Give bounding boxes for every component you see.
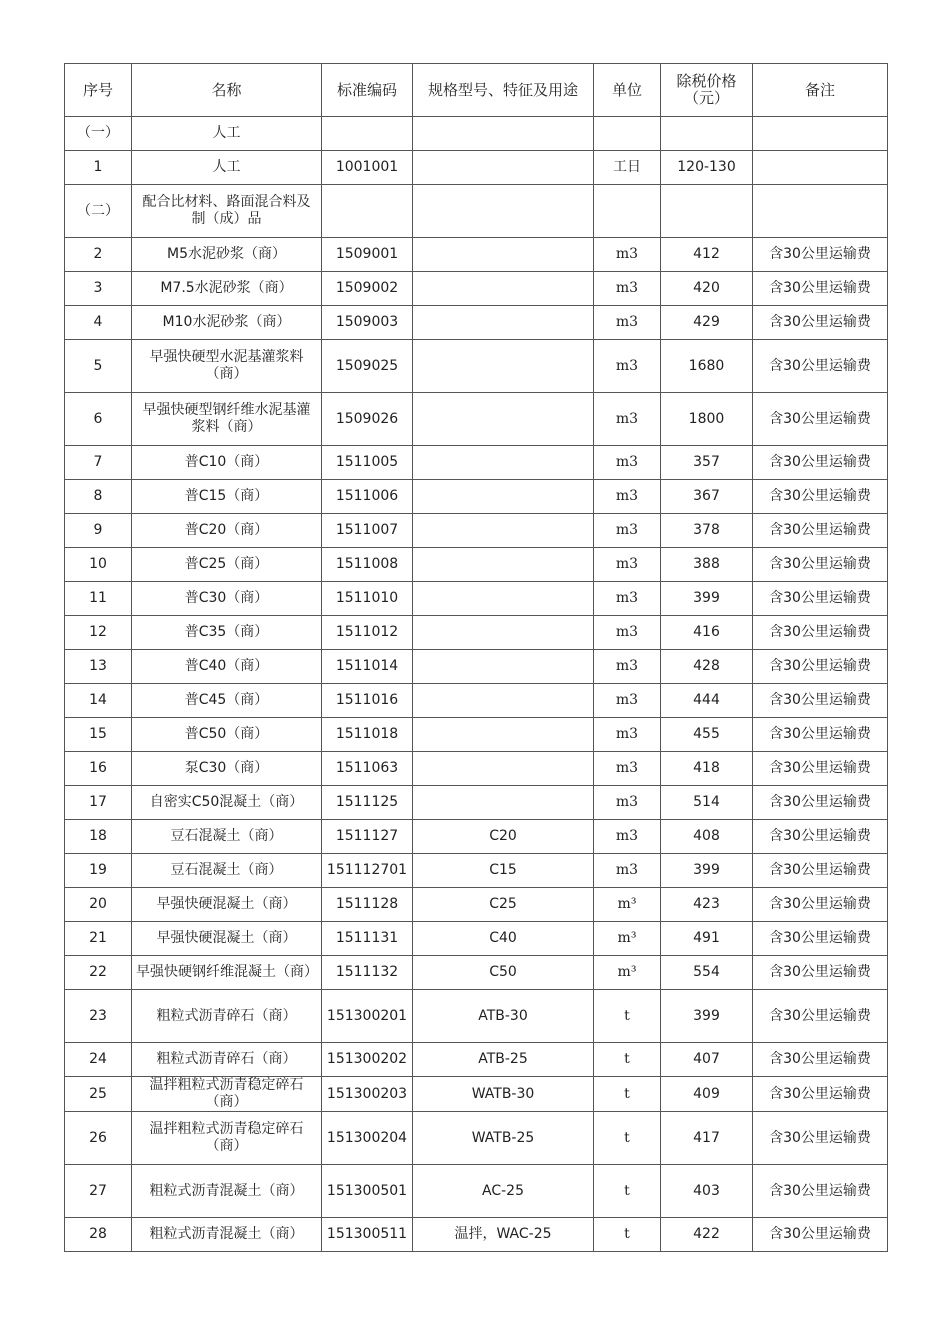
cell-name: M5水泥砂浆（商） [132,238,322,272]
cell-unit: m3 [594,854,661,888]
cell-price: 417 [661,1112,753,1165]
table-row [65,650,888,684]
cell-note: 含30公里运输费 [753,272,888,306]
cell-price: 367 [661,480,753,514]
cell-no: 7 [65,446,132,480]
cell-no: 10 [65,548,132,582]
cell-spec [413,650,594,684]
cell-code: 1509002 [322,272,413,306]
cell-price: 429 [661,306,753,340]
cell-price: 444 [661,684,753,718]
table-row [65,480,888,514]
cell-unit: m3 [594,340,661,393]
cell-name: 温拌粗粒式沥青稳定碎石（商） [132,1077,322,1112]
cell-name: 温拌粗粒式沥青稳定碎石（商） [132,1112,322,1165]
cell-code: 1511132 [322,956,413,990]
cell-note: 含30公里运输费 [753,480,888,514]
cell-code: 1511007 [322,514,413,548]
cell-no: 22 [65,956,132,990]
cell-spec [413,446,594,480]
cell-note [753,117,888,151]
cell-unit: m3 [594,306,661,340]
cell-code: 1509003 [322,306,413,340]
cell-unit: m3 [594,480,661,514]
cell-code: 151300202 [322,1043,413,1077]
table-row [65,446,888,480]
cell-name: M7.5水泥砂浆（商） [132,272,322,306]
cell-name: 普C30（商） [132,582,322,616]
cell-spec: C20 [413,820,594,854]
cell-unit: m³ [594,956,661,990]
header-cell-price: 除税价格 （元） [661,64,753,117]
cell-note: 含30公里运输费 [753,1043,888,1077]
cell-price: 399 [661,582,753,616]
table-body [65,117,888,1252]
cell-unit: t [594,990,661,1043]
cell-price: 408 [661,820,753,854]
cell-note [753,151,888,185]
cell-unit: m3 [594,616,661,650]
cell-name: 早强快硬混凝土（商） [132,888,322,922]
cell-name: 人工 [132,117,322,151]
cell-no: 5 [65,340,132,393]
cell-no: 20 [65,888,132,922]
cell-price: 388 [661,548,753,582]
cell-unit: m3 [594,684,661,718]
cell-no: 23 [65,990,132,1043]
cell-name: 普C10（商） [132,446,322,480]
cell-unit: t [594,1112,661,1165]
header-cell-no: 序号 [65,64,132,117]
cell-spec: C15 [413,854,594,888]
cell-spec [413,752,594,786]
cell-spec [413,340,594,393]
cell-code [322,185,413,238]
cell-price: 554 [661,956,753,990]
cell-unit [594,117,661,151]
header-cell-spec: 规格型号、特征及用途 [413,64,594,117]
table-row [65,990,888,1043]
cell-unit: t [594,1043,661,1077]
table-row [65,548,888,582]
cell-price: 423 [661,888,753,922]
cell-no: 2 [65,238,132,272]
cell-name: 普C50（商） [132,718,322,752]
table-row [65,684,888,718]
cell-name: 普C25（商） [132,548,322,582]
table-header [65,64,888,117]
cell-code: 1511014 [322,650,413,684]
cell-name: 人工 [132,151,322,185]
cell-price: 514 [661,786,753,820]
cell-no: 21 [65,922,132,956]
cell-code: 151300203 [322,1077,413,1112]
cell-code: 1511063 [322,752,413,786]
cell-price: 1800 [661,393,753,446]
cell-no: 14 [65,684,132,718]
cell-note: 含30公里运输费 [753,1077,888,1112]
table-row [65,752,888,786]
cell-name: 早强快硬混凝土（商） [132,922,322,956]
cell-code: 1509026 [322,393,413,446]
cell-unit: m³ [594,922,661,956]
cell-code: 151300501 [322,1165,413,1218]
cell-note: 含30公里运输费 [753,650,888,684]
price-table [64,63,888,1252]
table-row [65,956,888,990]
cell-unit: m3 [594,514,661,548]
cell-name: 普C15（商） [132,480,322,514]
table-row [65,1112,888,1165]
cell-note: 含30公里运输费 [753,446,888,480]
cell-price: 412 [661,238,753,272]
cell-note: 含30公里运输费 [753,990,888,1043]
cell-spec: WATB-30 [413,1077,594,1112]
cell-spec: WATB-25 [413,1112,594,1165]
cell-unit: m3 [594,718,661,752]
cell-code: 1511016 [322,684,413,718]
cell-no: 26 [65,1112,132,1165]
cell-spec [413,684,594,718]
cell-price: 418 [661,752,753,786]
cell-no: 1 [65,151,132,185]
cell-unit: t [594,1165,661,1218]
cell-code: 1509025 [322,340,413,393]
cell-no: 12 [65,616,132,650]
cell-spec: C50 [413,956,594,990]
cell-no: 15 [65,718,132,752]
cell-unit: m³ [594,888,661,922]
table-row [65,1077,888,1112]
cell-note: 含30公里运输费 [753,956,888,990]
cell-unit: m3 [594,238,661,272]
cell-code: 1511125 [322,786,413,820]
cell-code [322,117,413,151]
cell-no: 19 [65,854,132,888]
cell-spec [413,548,594,582]
cell-name: M10水泥砂浆（商） [132,306,322,340]
cell-price: 403 [661,1165,753,1218]
cell-no: 27 [65,1165,132,1218]
cell-price: 378 [661,514,753,548]
cell-note: 含30公里运输费 [753,340,888,393]
table-row [65,1218,888,1252]
cell-no: （二） [65,185,132,238]
cell-no: 28 [65,1218,132,1252]
cell-name: 早强快硬型水泥基灌浆料（商） [132,340,322,393]
cell-price: 399 [661,990,753,1043]
cell-name: 普C35（商） [132,616,322,650]
cell-spec [413,786,594,820]
table-row [65,306,888,340]
cell-note: 含30公里运输费 [753,820,888,854]
table-row [65,393,888,446]
cell-code: 151300204 [322,1112,413,1165]
cell-price: 428 [661,650,753,684]
table-row [65,582,888,616]
cell-unit: m3 [594,820,661,854]
cell-name: 粗粒式沥青混凝土（商） [132,1165,322,1218]
cell-spec [413,306,594,340]
header-cell-note: 备注 [753,64,888,117]
cell-note: 含30公里运输费 [753,718,888,752]
cell-name: 粗粒式沥青混凝土（商） [132,1218,322,1252]
cell-note: 含30公里运输费 [753,888,888,922]
cell-name: 粗粒式沥青碎石（商） [132,990,322,1043]
cell-name: 粗粒式沥青碎石（商） [132,1043,322,1077]
cell-code: 1509001 [322,238,413,272]
cell-code: 151300201 [322,990,413,1043]
cell-no: 13 [65,650,132,684]
cell-no: （一） [65,117,132,151]
cell-price: 416 [661,616,753,650]
cell-no: 11 [65,582,132,616]
cell-spec [413,185,594,238]
cell-unit: m3 [594,650,661,684]
table-row [65,922,888,956]
table-row [65,820,888,854]
cell-note: 含30公里运输费 [753,1112,888,1165]
cell-price: 407 [661,1043,753,1077]
cell-no: 3 [65,272,132,306]
cell-unit: m3 [594,446,661,480]
cell-spec [413,393,594,446]
table-row [65,340,888,393]
cell-price: 455 [661,718,753,752]
cell-spec [413,582,594,616]
cell-unit: 工日 [594,151,661,185]
cell-price: 399 [661,854,753,888]
cell-no: 4 [65,306,132,340]
cell-unit: m3 [594,393,661,446]
cell-no: 24 [65,1043,132,1077]
cell-name: 普C20（商） [132,514,322,548]
cell-price: 1680 [661,340,753,393]
table-row [65,151,888,185]
cell-code: 151300511 [322,1218,413,1252]
cell-unit: m3 [594,786,661,820]
cell-spec: C25 [413,888,594,922]
cell-spec [413,616,594,650]
cell-price: 357 [661,446,753,480]
table-row [65,1043,888,1077]
cell-name: 普C45（商） [132,684,322,718]
cell-name: 早强快硬型钢纤维水泥基灌浆料（商） [132,393,322,446]
table-row [65,888,888,922]
cell-code: 1511128 [322,888,413,922]
cell-unit: m3 [594,548,661,582]
table-row [65,117,888,151]
cell-spec [413,514,594,548]
header-row [65,64,888,117]
cell-price: 491 [661,922,753,956]
cell-spec [413,718,594,752]
cell-unit: t [594,1218,661,1252]
cell-note: 含30公里运输费 [753,854,888,888]
cell-price [661,185,753,238]
cell-note: 含30公里运输费 [753,752,888,786]
cell-no: 9 [65,514,132,548]
cell-no: 17 [65,786,132,820]
cell-no: 6 [65,393,132,446]
cell-unit: t [594,1077,661,1112]
cell-code: 1511127 [322,820,413,854]
cell-note: 含30公里运输费 [753,514,888,548]
table-row [65,1165,888,1218]
cell-no: 25 [65,1077,132,1112]
table-row [65,272,888,306]
cell-note: 含30公里运输费 [753,616,888,650]
cell-spec: ATB-25 [413,1043,594,1077]
cell-note: 含30公里运输费 [753,1165,888,1218]
cell-name: 泵C30（商） [132,752,322,786]
cell-price [661,117,753,151]
cell-unit: m3 [594,582,661,616]
cell-price: 422 [661,1218,753,1252]
cell-spec [413,117,594,151]
table-row [65,718,888,752]
cell-unit: m3 [594,752,661,786]
cell-code: 1511131 [322,922,413,956]
cell-spec: 温拌，WAC-25 [413,1218,594,1252]
cell-note: 含30公里运输费 [753,306,888,340]
cell-note: 含30公里运输费 [753,922,888,956]
cell-note: 含30公里运输费 [753,684,888,718]
table-row [65,854,888,888]
cell-code: 151112701 [322,854,413,888]
cell-name: 豆石混凝土（商） [132,820,322,854]
cell-name: 普C40（商） [132,650,322,684]
cell-code: 1511006 [322,480,413,514]
table-row [65,185,888,238]
table-row [65,786,888,820]
cell-note: 含30公里运输费 [753,238,888,272]
cell-note: 含30公里运输费 [753,786,888,820]
cell-spec: AC-25 [413,1165,594,1218]
cell-code: 1511008 [322,548,413,582]
cell-price: 409 [661,1077,753,1112]
cell-spec [413,238,594,272]
cell-spec: C40 [413,922,594,956]
table-row [65,238,888,272]
cell-note: 含30公里运输费 [753,1218,888,1252]
cell-code: 1511005 [322,446,413,480]
cell-unit: m3 [594,272,661,306]
cell-code: 1511010 [322,582,413,616]
cell-code: 1511012 [322,616,413,650]
cell-no: 16 [65,752,132,786]
cell-price: 420 [661,272,753,306]
cell-no: 8 [65,480,132,514]
cell-code: 1001001 [322,151,413,185]
cell-spec: ATB-30 [413,990,594,1043]
cell-price: 120-130 [661,151,753,185]
cell-note [753,185,888,238]
cell-name: 豆石混凝土（商） [132,854,322,888]
cell-note: 含30公里运输费 [753,393,888,446]
table-row [65,616,888,650]
cell-name: 早强快硬钢纤维混凝土（商） [132,956,322,990]
cell-note: 含30公里运输费 [753,582,888,616]
cell-code: 1511018 [322,718,413,752]
cell-unit [594,185,661,238]
cell-no: 18 [65,820,132,854]
cell-spec [413,480,594,514]
cell-name: 自密实C50混凝土（商） [132,786,322,820]
table-row [65,514,888,548]
cell-spec [413,151,594,185]
cell-name: 配合比材料、路面混合料及制（成）品 [132,185,322,238]
cell-note: 含30公里运输费 [753,548,888,582]
header-cell-name: 名称 [132,64,322,117]
cell-spec [413,272,594,306]
header-cell-code: 标准编码 [322,64,413,117]
header-cell-unit: 单位 [594,64,661,117]
